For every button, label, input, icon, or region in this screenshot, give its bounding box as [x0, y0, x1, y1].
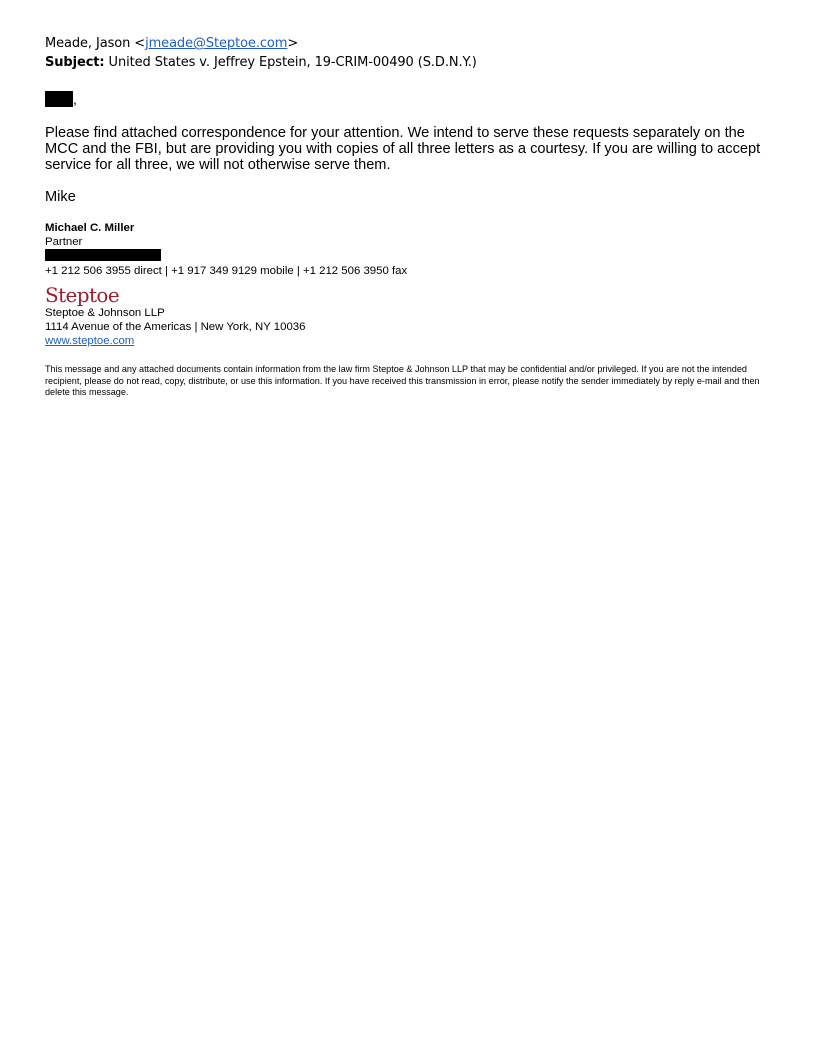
signature-phones: +1 212 506 3955 direct | +1 917 349 9129 mobile | +1 212 506 3950 fax: [45, 265, 408, 277]
email-from-line: [45, 34, 773, 53]
redaction-block: [45, 249, 161, 261]
firm-logo: Steptoe: [45, 283, 120, 307]
redaction-block: [45, 91, 73, 107]
email-subject-line: [45, 53, 773, 72]
firm-website-link[interactable]: www.steptoe.com: [45, 335, 135, 347]
confidentiality-disclaimer: This message and any attached documents contain information from the law firm Steptoe & Johnson LLP that may be confidential and/or privileged. If you are not the intended recipient, please do not read, copy, distribute, or use this information. If you have received this transmission in error, please notify the sender immediately by reply e-mail and then delete this message.: [45, 364, 760, 397]
signature-block: [45, 221, 773, 278]
greeting-suffix: ,: [73, 91, 77, 107]
subject-text: United States v. Jeffrey Epstein, 19-CRIM-00490 (S.D.N.Y.): [104, 55, 477, 70]
subject-label: Subject:: [45, 55, 105, 70]
message-body: Please find attached correspondence for your attention. We intend to serve these requests separately on the MCC and the FBI, but are providing you with copies of all three letters as a courtesy. If you are willing to accept service for all three, we will not otherwise serve them.: [45, 125, 761, 173]
message-signoff: Mike: [45, 189, 76, 205]
firm-name: Steptoe & Johnson LLP: [45, 307, 165, 319]
firm-address-block: [45, 306, 773, 348]
signature-title: Partner: [45, 236, 83, 248]
email-document: [45, 34, 773, 399]
from-name: Meade, Jason <: [45, 36, 146, 51]
from-close: >: [287, 36, 299, 51]
firm-address: 1114 Avenue of the Americas | New York, NY 10036: [45, 321, 306, 333]
greeting: [45, 91, 773, 107]
signature-name: Michael C. Miller: [45, 222, 135, 234]
from-email-link[interactable]: jmeade@Steptoe.com: [145, 36, 288, 51]
